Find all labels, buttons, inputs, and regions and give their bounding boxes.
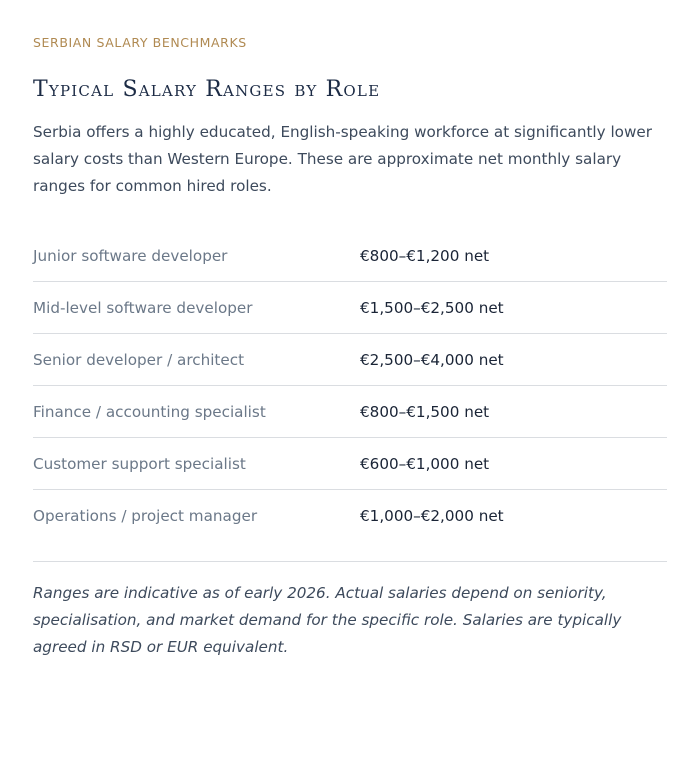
salary-row (33, 282, 667, 334)
salary-range: €600–€1,000 net (360, 454, 490, 473)
salary-row (33, 230, 667, 282)
role-label: Mid-level software developer (33, 298, 253, 317)
salary-row (33, 490, 667, 541)
salary-range: €2,500–€4,000 net (360, 350, 504, 369)
intro-paragraph: Serbia offers a highly educated, English-speaking workforce at significantly lower salary costs than Western Europe. These are approximate net monthly salary ranges for common hired roles. (33, 123, 652, 195)
section-eyebrow: SERBIAN SALARY BENCHMARKS (33, 35, 247, 50)
salary-range: €800–€1,500 net (360, 402, 490, 421)
footnote-divider (33, 561, 667, 562)
section-title: Typical Salary Ranges by Role (33, 77, 381, 102)
salary-range: €1,500–€2,500 net (360, 298, 504, 317)
salary-range: €1,000–€2,000 net (360, 506, 504, 525)
role-label: Senior developer / architect (33, 350, 245, 369)
role-label: Operations / project manager (33, 506, 258, 525)
role-label: Finance / accounting specialist (33, 402, 266, 421)
salary-range: €800–€1,200 net (360, 246, 490, 265)
salary-row (33, 386, 667, 438)
salary-row (33, 438, 667, 490)
role-label: Junior software developer (33, 246, 228, 265)
role-label: Customer support specialist (33, 454, 246, 473)
salary-table (33, 230, 667, 541)
salary-row (33, 334, 667, 386)
footnote: Ranges are indicative as of early 2026. Actual salaries depend on seniority, specialisation, and market demand for the specific role. Salaries are typically agreed in RSD or EUR equivalent. (33, 584, 622, 656)
